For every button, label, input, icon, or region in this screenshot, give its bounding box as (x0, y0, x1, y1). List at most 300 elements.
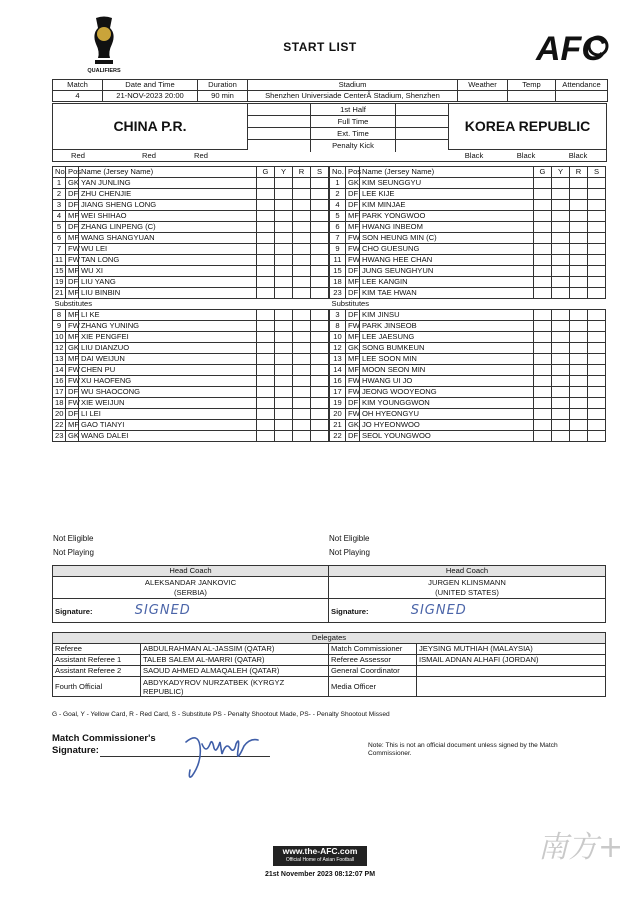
player-r-cell (570, 255, 588, 266)
delegates-table (52, 632, 606, 697)
player-number: 8 (330, 321, 346, 332)
player-position: FW (346, 255, 360, 266)
player-name: WANG SHANGYUAN (79, 233, 257, 244)
player-s-cell (311, 387, 329, 398)
player-position: MF (66, 310, 79, 321)
away-signature-cell (329, 599, 606, 623)
player-s-cell (311, 200, 329, 211)
footer-site-sub: Official Home of Asian Football (285, 857, 355, 863)
player-position: MF (66, 420, 79, 431)
player-s-cell (588, 409, 606, 420)
player-number: 23 (53, 431, 66, 442)
page-title: START LIST (283, 40, 357, 54)
player-y-cell (275, 189, 293, 200)
player-s-cell (311, 178, 329, 189)
player-number: 3 (330, 310, 346, 321)
away-not-playing: Not Playing (329, 548, 370, 557)
player-number: 9 (330, 244, 346, 255)
player-s-cell (311, 255, 329, 266)
home-coach-country: (SERBIA) (174, 587, 207, 597)
player-name: HWANG UI JO (360, 376, 534, 387)
away-sub-row (330, 387, 606, 398)
player-name: KIM TAE HWAN (360, 288, 534, 299)
player-position: MF (66, 233, 79, 244)
home-lineup-row (53, 222, 329, 233)
player-s-cell (588, 321, 606, 332)
player-position: FW (346, 244, 360, 255)
away-sub-row (330, 365, 606, 376)
player-g-cell (257, 189, 275, 200)
player-r-cell (570, 266, 588, 277)
footer-timestamp: 21st November 2023 08:12:07 PM (264, 871, 376, 878)
away-lineup-row (330, 200, 606, 211)
delegate-name: ABDYKADYROV NURZATBEK (KYRGYZ REPUBLIC) (141, 677, 329, 697)
player-position: DF (66, 387, 79, 398)
player-name: WU LEI (79, 244, 257, 255)
player-s-cell (311, 343, 329, 354)
period-full-time: Full Time (311, 116, 396, 127)
player-s-cell (311, 288, 329, 299)
col-y: Y (275, 167, 293, 178)
player-s-cell (588, 244, 606, 255)
player-g-cell (257, 211, 275, 222)
away-lineup-row (330, 178, 606, 189)
home-sub-row (53, 321, 329, 332)
period-1st-half: 1st Half (311, 104, 396, 115)
player-number: 8 (53, 310, 66, 321)
player-r-cell (570, 354, 588, 365)
player-r-cell (570, 409, 588, 420)
home-sub-row (53, 398, 329, 409)
player-g-cell (534, 222, 552, 233)
player-name: OH HYEONGYU (360, 409, 534, 420)
away-coach-name: JURGEN KLINSMANN (428, 577, 506, 587)
player-y-cell (552, 332, 570, 343)
player-number: 1 (330, 178, 346, 189)
player-name: WU SHAOCONG (79, 387, 257, 398)
player-y-cell (275, 222, 293, 233)
player-position: FW (346, 376, 360, 387)
away-lineup-row (330, 211, 606, 222)
player-number: 13 (330, 354, 346, 365)
player-s-cell (311, 310, 329, 321)
player-g-cell (257, 255, 275, 266)
player-r-cell (293, 233, 311, 244)
player-g-cell (257, 365, 275, 376)
player-s-cell (311, 321, 329, 332)
player-g-cell (257, 321, 275, 332)
home-lineup-row (53, 211, 329, 222)
svg-text:AFC: AFC (536, 30, 606, 68)
col-s: S (588, 167, 606, 178)
player-number: 10 (330, 332, 346, 343)
player-number: 16 (330, 376, 346, 387)
note-text: Note: This is not an official document unless signed by the Match Commissioner. (368, 742, 558, 757)
player-number: 3 (53, 200, 66, 211)
player-r-cell (570, 211, 588, 222)
player-number: 17 (53, 387, 66, 398)
home-not-eligible: Not Eligible (53, 534, 94, 543)
away-sub-row (330, 431, 606, 442)
player-g-cell (534, 244, 552, 255)
player-r-cell (293, 409, 311, 420)
player-number: 19 (53, 277, 66, 288)
attendance-label: Attendance (556, 80, 608, 91)
delegate-name: SAOUD AHMED ALMAQALEH (QATAR) (141, 666, 329, 677)
player-s-cell (311, 233, 329, 244)
stadium-label: Stadium (248, 80, 458, 91)
player-g-cell (534, 387, 552, 398)
player-r-cell (570, 387, 588, 398)
player-r-cell (293, 189, 311, 200)
home-sub-row (53, 332, 329, 343)
player-y-cell (275, 343, 293, 354)
weather-label: Weather (458, 80, 508, 91)
player-g-cell (534, 376, 552, 387)
player-name: LIU YANG (79, 277, 257, 288)
player-s-cell (311, 431, 329, 442)
home-sub-row (53, 354, 329, 365)
player-position: GK (346, 343, 360, 354)
away-lineup-row (330, 233, 606, 244)
player-g-cell (534, 332, 552, 343)
away-lineup-row (330, 266, 606, 277)
player-name: KIM MINJAE (360, 200, 534, 211)
away-color-1: Black (464, 151, 484, 160)
player-name: MOON SEON MIN (360, 365, 534, 376)
player-position: FW (66, 321, 79, 332)
away-lineup-row (330, 244, 606, 255)
player-number: 5 (330, 211, 346, 222)
away-coach-cell (329, 577, 606, 599)
player-y-cell (275, 376, 293, 387)
player-y-cell (552, 310, 570, 321)
player-s-cell (588, 387, 606, 398)
player-r-cell (570, 222, 588, 233)
player-number: 12 (53, 343, 66, 354)
player-number: 16 (53, 376, 66, 387)
col-no: No. (330, 167, 346, 178)
duration-label: Duration (198, 80, 248, 91)
player-y-cell (552, 343, 570, 354)
player-position: DF (66, 409, 79, 420)
player-name: KIM SEUNGGYU (360, 178, 534, 189)
player-y-cell (552, 189, 570, 200)
player-g-cell (257, 354, 275, 365)
away-sub-row (330, 343, 606, 354)
home-sub-row (53, 343, 329, 354)
player-y-cell (275, 233, 293, 244)
home-sub-row (53, 310, 329, 321)
player-position: DF (346, 189, 360, 200)
player-r-cell (293, 398, 311, 409)
player-r-cell (570, 321, 588, 332)
teams-block (52, 103, 607, 162)
home-head-coach-label: Head Coach (53, 566, 329, 577)
player-name: ZHANG YUNING (79, 321, 257, 332)
delegate-name: ISMAIL ADNAN ALHAFI (JORDAN) (417, 655, 606, 666)
player-name: ZHANG LINPENG (C) (79, 222, 257, 233)
player-y-cell (275, 178, 293, 189)
player-name: YAN JUNLING (79, 178, 257, 189)
away-substitutes-label: Substitutes (331, 299, 370, 309)
player-name: JEONG WOOYEONG (360, 387, 534, 398)
home-lineup-row (53, 255, 329, 266)
player-y-cell (552, 211, 570, 222)
home-signature-label: Signature: (55, 607, 93, 616)
player-s-cell (588, 233, 606, 244)
player-g-cell (257, 233, 275, 244)
away-table-header (330, 167, 606, 178)
player-s-cell (588, 420, 606, 431)
mc-handwritten-signature (178, 724, 268, 784)
player-g-cell (257, 387, 275, 398)
player-name: KIM YOUNGGWON (360, 398, 534, 409)
player-y-cell (275, 266, 293, 277)
player-position: FW (346, 233, 360, 244)
player-g-cell (534, 233, 552, 244)
col-r: R (570, 167, 588, 178)
player-y-cell (552, 200, 570, 211)
player-r-cell (293, 211, 311, 222)
player-name: CHEN PU (79, 365, 257, 376)
player-r-cell (570, 376, 588, 387)
home-sub-row (53, 420, 329, 431)
player-number: 9 (53, 321, 66, 332)
player-y-cell (275, 420, 293, 431)
player-name: HWANG HEE CHAN (360, 255, 534, 266)
away-lineup-row (330, 255, 606, 266)
player-y-cell (275, 277, 293, 288)
player-g-cell (534, 178, 552, 189)
col-s: S (311, 167, 329, 178)
player-r-cell (570, 200, 588, 211)
player-s-cell (311, 376, 329, 387)
away-lineup-row (330, 277, 606, 288)
player-g-cell (534, 200, 552, 211)
away-sub-row (330, 398, 606, 409)
player-position: DF (346, 288, 360, 299)
player-g-cell (534, 310, 552, 321)
home-color-1: Red (71, 151, 85, 160)
player-position: DF (66, 277, 79, 288)
player-position: DF (66, 222, 79, 233)
player-r-cell (570, 288, 588, 299)
player-r-cell (293, 288, 311, 299)
delegate-name: TALEB SALEM AL-MARRI (QATAR) (141, 655, 329, 666)
player-r-cell (570, 244, 588, 255)
player-y-cell (275, 398, 293, 409)
player-g-cell (257, 310, 275, 321)
player-g-cell (534, 398, 552, 409)
home-lineup-row (53, 288, 329, 299)
delegate-row (53, 677, 606, 697)
player-g-cell (534, 266, 552, 277)
player-number: 13 (53, 354, 66, 365)
player-g-cell (534, 420, 552, 431)
player-number: 12 (330, 343, 346, 354)
home-lineup-row (53, 178, 329, 189)
player-number: 10 (53, 332, 66, 343)
player-r-cell (570, 343, 588, 354)
player-y-cell (552, 365, 570, 376)
home-signature-value: SIGNED (134, 603, 191, 618)
mc-signature-label-line1: Match Commissioner's (52, 733, 156, 744)
player-y-cell (552, 288, 570, 299)
player-r-cell (293, 387, 311, 398)
player-s-cell (311, 277, 329, 288)
away-sub-row (330, 376, 606, 387)
player-r-cell (570, 233, 588, 244)
delegate-role: Media Officer (329, 677, 417, 697)
mc-signature-label (52, 733, 156, 757)
player-s-cell (311, 365, 329, 376)
player-name: WANG DALEI (79, 431, 257, 442)
player-s-cell (588, 178, 606, 189)
player-r-cell (570, 398, 588, 409)
player-s-cell (311, 189, 329, 200)
home-sub-row (53, 409, 329, 420)
player-y-cell (275, 321, 293, 332)
home-sub-row (53, 387, 329, 398)
away-sub-row (330, 310, 606, 321)
player-number: 1 (53, 178, 66, 189)
player-r-cell (293, 332, 311, 343)
player-position: FW (346, 409, 360, 420)
home-lineup-row (53, 244, 329, 255)
player-name: JUNG SEUNGHYUN (360, 266, 534, 277)
player-position: MF (346, 332, 360, 343)
player-number: 18 (330, 277, 346, 288)
player-name: TAN LONG (79, 255, 257, 266)
away-color-3: Black (568, 151, 588, 160)
player-name: LEE SOON MIN (360, 354, 534, 365)
away-head-coach-label: Head Coach (329, 566, 606, 577)
player-g-cell (257, 420, 275, 431)
player-number: 15 (53, 266, 66, 277)
player-y-cell (552, 431, 570, 442)
player-s-cell (311, 420, 329, 431)
player-s-cell (588, 365, 606, 376)
player-position: FW (66, 365, 79, 376)
home-sub-row (53, 376, 329, 387)
player-name: SONG BUMKEUN (360, 343, 534, 354)
match-info-table (52, 79, 608, 102)
temp-label: Temp (508, 80, 556, 91)
player-position: GK (66, 431, 79, 442)
player-name: LEE JAESUNG (360, 332, 534, 343)
away-coach-country: (UNITED STATES) (435, 587, 499, 597)
player-position: DF (66, 200, 79, 211)
away-signature-value: SIGNED (410, 603, 467, 618)
player-position: FW (346, 387, 360, 398)
player-r-cell (293, 354, 311, 365)
player-y-cell (275, 354, 293, 365)
delegate-name: ABDULRAHMAN AL-JASSIM (QATAR) (141, 644, 329, 655)
period-penalty-kick: Penalty Kick (311, 140, 396, 152)
player-position: MF (346, 222, 360, 233)
home-color-3: Red (194, 151, 208, 160)
player-position: DF (346, 200, 360, 211)
player-s-cell (311, 409, 329, 420)
delegate-role: Referee Assessor (329, 655, 417, 666)
player-s-cell (311, 332, 329, 343)
col-pos: Pos (66, 167, 79, 178)
player-position: DF (346, 398, 360, 409)
coaches-table (52, 565, 606, 623)
player-y-cell (552, 420, 570, 431)
player-g-cell (257, 277, 275, 288)
player-g-cell (534, 409, 552, 420)
away-player-table (329, 166, 606, 442)
player-name: ZHU CHENJIE (79, 189, 257, 200)
player-position: FW (66, 255, 79, 266)
player-y-cell (552, 376, 570, 387)
home-lineup-row (53, 233, 329, 244)
player-g-cell (257, 266, 275, 277)
player-g-cell (257, 288, 275, 299)
player-name: WEI SHIHAO (79, 211, 257, 222)
delegate-name (417, 666, 606, 677)
col-y: Y (552, 167, 570, 178)
player-position: DF (346, 431, 360, 442)
player-position: GK (346, 178, 360, 189)
player-s-cell (311, 211, 329, 222)
player-g-cell (534, 343, 552, 354)
player-number: 4 (330, 200, 346, 211)
player-y-cell (275, 365, 293, 376)
player-s-cell (311, 266, 329, 277)
player-name: LI KE (79, 310, 257, 321)
player-s-cell (588, 255, 606, 266)
player-s-cell (588, 200, 606, 211)
delegate-name: JEYSING MUTHIAH (MALAYSIA) (417, 644, 606, 655)
player-r-cell (293, 310, 311, 321)
player-name: JIANG SHENG LONG (79, 200, 257, 211)
player-y-cell (552, 277, 570, 288)
player-y-cell (552, 222, 570, 233)
player-name: PARK JINSEOB (360, 321, 534, 332)
player-g-cell (534, 277, 552, 288)
delegate-row (53, 666, 606, 677)
away-lineup-row (330, 222, 606, 233)
home-substitutes-label: Substitutes (54, 299, 93, 309)
away-color-2: Black (516, 151, 536, 160)
player-name: XIE PENGFEI (79, 332, 257, 343)
delegate-role: Referee (53, 644, 141, 655)
player-g-cell (534, 288, 552, 299)
away-sub-row (330, 354, 606, 365)
player-s-cell (588, 310, 606, 321)
player-y-cell (552, 266, 570, 277)
player-y-cell (275, 409, 293, 420)
player-y-cell (552, 354, 570, 365)
player-y-cell (275, 288, 293, 299)
col-pos: Pos (346, 167, 360, 178)
home-player-table (52, 166, 329, 442)
date-time-value: 21-NOV-2023 20:00 (103, 91, 198, 102)
player-position: MF (66, 288, 79, 299)
player-number: 21 (53, 288, 66, 299)
player-y-cell (275, 244, 293, 255)
player-name: SEOL YOUNGWOO (360, 431, 534, 442)
player-name: LIU BINBIN (79, 288, 257, 299)
player-g-cell (257, 222, 275, 233)
player-position: MF (66, 332, 79, 343)
player-number: 14 (53, 365, 66, 376)
away-lineup-row (330, 288, 606, 299)
delegate-name (417, 677, 606, 697)
